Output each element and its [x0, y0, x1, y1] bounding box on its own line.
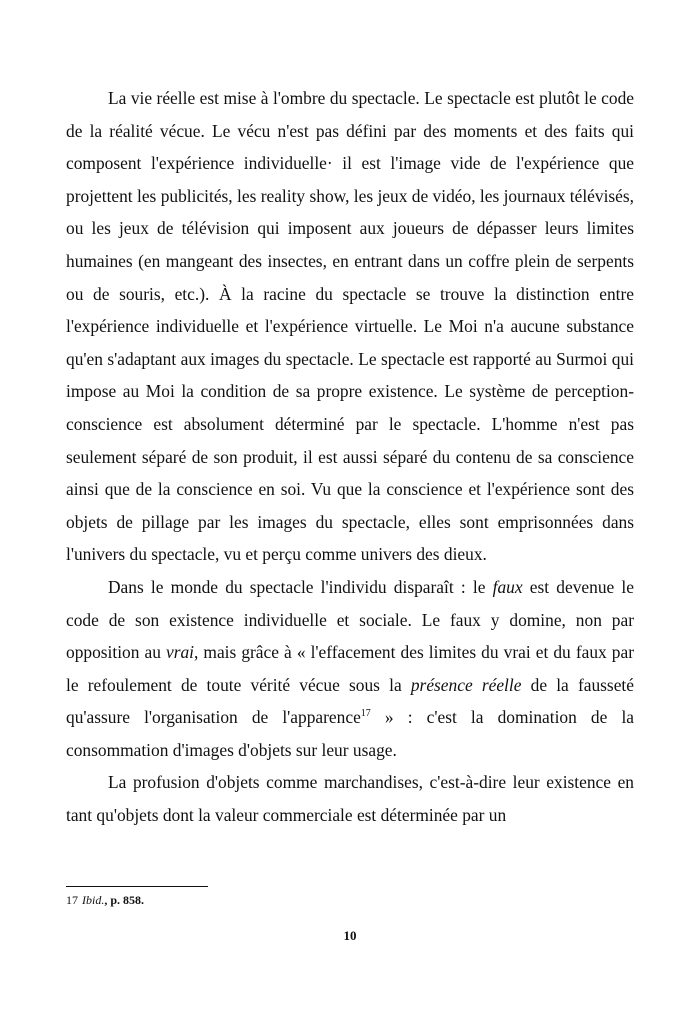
paragraph-3: La profusion d'objets comme marchandises, c'est-à-dire leur existence en tant qu'objets dont la valeur commerciale est déterminée par un [66, 772, 634, 826]
emphasis-faux: faux [492, 576, 523, 597]
footnote-source: Ibid. [82, 893, 105, 907]
page-body [66, 82, 634, 832]
footnote-reference-17[interactable]: 17 [360, 708, 371, 720]
footnote-17 [66, 892, 144, 908]
paragraph-2-text-3: , mais grâce à « l'effacement des limites du vrai et du faux par le refoulement de toute vérité vécue sous la [66, 642, 634, 695]
paragraph-2-text-5: » : c'est la domination de la consommation d'images d'objets sur leur usage. [66, 707, 634, 760]
paragraph-2-text-2: est devenue le code de son existence individuelle et sociale. Le faux y domine, non par opposition au [66, 576, 634, 663]
footnote-pages: , p. 858. [104, 893, 145, 907]
emphasis-presence-reelle: présence réelle [410, 674, 522, 695]
paragraph-2-text-4: de la fausseté qu'assure l'organisation de l'apparence [66, 674, 634, 728]
footnote-separator [66, 886, 208, 887]
paragraph-1: La vie réelle est mise à l'ombre du spectacle. Le spectacle est plutôt le code de la réalité vécue. Le vécu n'est pas défini par des moments et des faits qui composent l'expérience individuelle· il est l'image vide de l'expérience que projettent les publicités, les reality show, les jeux de vidéo, les journaux télévisés, ou les jeux de télévision qui imposent aux joueurs de dépasser leurs limites humaines (en mangeant des insectes, en entrant dans un coffre plein de serpents ou de souris, etc.). À la racine du spectacle se trouve la distinction entre l'expérience individuelle et l'expérience virtuelle. Le Moi n'a aucune substance qu'en s'adaptant aux images du spectacle. Le spectacle est rapporté au Surmoi qui impose au Moi la condition de sa propre existence. Le système de perception-conscience est absolument déterminé par le spectacle. L'homme n'est pas seulement séparé de son produit, il est aussi séparé du contenu de sa conscience ainsi que de la conscience en soi. Vu que la conscience et l'expérience sont des objets de pillage par les images du spectacle, elles sont emprisonnées dans l'univers du spectacle, vu et perçu comme univers des dieux. [66, 88, 634, 565]
paragraph-2-text-1: Dans le monde du spectacle l'individu disparaît : le [108, 576, 493, 597]
emphasis-vrai: vrai [165, 642, 194, 663]
footnote-number: 17 [66, 893, 78, 907]
page-number: 10 [343, 928, 357, 943]
paragraph-2 [66, 571, 634, 767]
